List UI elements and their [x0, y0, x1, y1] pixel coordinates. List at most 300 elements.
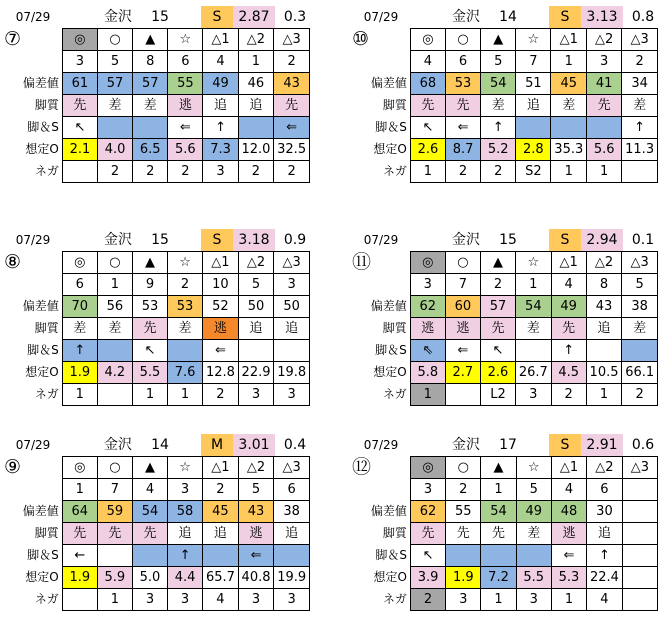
- row-label: 脚質: [34, 321, 59, 335]
- mark-cell: △1: [551, 252, 586, 274]
- race-sub-value: 0.9: [283, 232, 307, 248]
- race-grade-badge: S: [201, 229, 233, 251]
- row-label: 想定O: [373, 142, 407, 156]
- horse-number-cell: 3: [410, 479, 445, 501]
- leg-speed-cell: ⇐: [168, 117, 203, 139]
- deviation-cell: 41: [587, 73, 622, 95]
- deviation-cell: 53: [132, 296, 167, 318]
- race-table: [4, 28, 310, 183]
- mark-cell: ○: [445, 29, 480, 51]
- race-venue: 金沢: [452, 437, 480, 453]
- negative-cell: 3: [168, 589, 203, 611]
- mark-cell: △3: [622, 252, 658, 274]
- running-style-cell: 追: [274, 523, 310, 545]
- horse-number-cell: 8: [133, 51, 168, 73]
- horse-number-cell: 4: [551, 479, 586, 501]
- negative-row: [4, 384, 310, 406]
- field-size: 15: [151, 9, 169, 25]
- leg-speed-cell: ↑: [168, 545, 203, 567]
- deviation-cell: 38: [622, 296, 658, 318]
- horse-number-cell: 6: [587, 479, 623, 501]
- row-label: ネガ: [382, 387, 407, 401]
- expected-odds-cell: 5.8: [410, 362, 445, 384]
- leg-speed-cell: [168, 340, 203, 362]
- race-date: 07/29: [15, 438, 51, 452]
- leg-speed-cell: ⇐: [551, 545, 586, 567]
- expected-odds-cell: 19.9: [274, 567, 310, 589]
- race-header: [348, 229, 658, 251]
- running-style-cell: 先: [410, 523, 445, 545]
- row-label: 偏差値: [22, 504, 59, 518]
- expected-odds-row: [4, 362, 310, 384]
- running-style-cell: 差: [516, 523, 551, 545]
- horse-number-cell: 6: [62, 274, 97, 296]
- expected-odds-cell: 5.9: [97, 567, 132, 589]
- horse-number-cell: 7: [516, 51, 551, 73]
- deviation-cell: 55: [446, 501, 481, 523]
- mark-cell: △1: [551, 29, 587, 51]
- deviation-row: [4, 296, 310, 318]
- leg-speed-cell: [481, 545, 516, 567]
- horse-number-cell: 2: [168, 274, 203, 296]
- horse-number-cell: 3: [587, 51, 622, 73]
- expected-odds-cell: 1.9: [62, 362, 97, 384]
- leg-speed-cell: ↖: [410, 545, 445, 567]
- deviation-cell: 30: [587, 501, 623, 523]
- negative-row: [4, 161, 310, 183]
- horse-number-cell: 6: [445, 51, 480, 73]
- deviation-row: [352, 501, 658, 523]
- horse-number-cell: 4: [410, 51, 445, 73]
- horse-number-cell: 1: [481, 479, 516, 501]
- expected-odds-cell: 32.5: [274, 139, 310, 161]
- mark-cell: ▲: [133, 29, 168, 51]
- expected-odds-cell: 5.6: [168, 139, 203, 161]
- mark-row: [352, 457, 658, 479]
- leg-speed-cell: [97, 340, 132, 362]
- expected-odds-cell: 12.8: [203, 362, 239, 384]
- leg-speed-cell: [622, 340, 658, 362]
- negative-cell: 4: [203, 589, 239, 611]
- mark-row: [4, 457, 310, 479]
- row-label: 想定O: [25, 570, 59, 584]
- negative-cell: 1: [587, 161, 622, 183]
- negative-cell: 2: [97, 161, 132, 183]
- negative-cell: 1: [168, 384, 203, 406]
- race-panel-12: [348, 434, 658, 634]
- deviation-cell: 48: [551, 501, 586, 523]
- horse-number-cell: 4: [132, 479, 167, 501]
- leg-speed-cell: ↑: [203, 117, 238, 139]
- running-style-cell: [622, 523, 657, 545]
- leg-speed-cell: ↑: [62, 340, 97, 362]
- deviation-cell: 38: [274, 501, 310, 523]
- deviation-cell: 68: [410, 73, 445, 95]
- expected-odds-cell: 5.0: [132, 567, 167, 589]
- mark-cell: △2: [238, 29, 274, 51]
- deviation-cell: [622, 501, 657, 523]
- mark-cell: ☆: [516, 29, 551, 51]
- deviation-row: [4, 501, 310, 523]
- horse-number-cell: 1: [551, 51, 587, 73]
- horse-number-cell: 9: [132, 274, 167, 296]
- running-style-cell: 差: [168, 318, 203, 340]
- leg-speed-row: [4, 545, 310, 567]
- deviation-cell: 57: [480, 296, 515, 318]
- leg-speed-cell: ⇐: [274, 117, 310, 139]
- row-label: ネガ: [34, 387, 59, 401]
- running-style-cell: 逃: [238, 523, 274, 545]
- negative-cell: [62, 161, 97, 183]
- mark-cell: ◎: [410, 252, 445, 274]
- leg-speed-cell: [132, 545, 167, 567]
- race-index-value: 2.94: [581, 229, 623, 251]
- expected-odds-cell: 12.0: [238, 139, 274, 161]
- running-style-cell: 先: [480, 318, 515, 340]
- mark-cell: ○: [97, 29, 132, 51]
- expected-odds-cell: 1.9: [62, 567, 97, 589]
- running-style-row: [4, 318, 310, 340]
- negative-cell: 3: [274, 589, 310, 611]
- mark-cell: ○: [445, 252, 480, 274]
- race-venue: 金沢: [104, 437, 132, 453]
- negative-cell: S2: [516, 161, 551, 183]
- horse-number-cell: 7: [97, 479, 132, 501]
- leg-speed-cell: [516, 117, 551, 139]
- race-date: 07/29: [15, 10, 51, 24]
- negative-cell: 2: [445, 161, 480, 183]
- race-venue: 金沢: [104, 232, 132, 248]
- running-style-cell: 追: [238, 318, 274, 340]
- deviation-cell: 70: [62, 296, 97, 318]
- mark-cell: ▲: [132, 457, 167, 479]
- expected-odds-cell: 1.9: [446, 567, 481, 589]
- horse-number-cell: 5: [238, 274, 274, 296]
- race-number: ⑦: [4, 28, 22, 50]
- expected-odds-cell: 5.6: [587, 139, 622, 161]
- deviation-cell: 60: [445, 296, 480, 318]
- mark-cell: ◎: [62, 457, 97, 479]
- leg-speed-row: [4, 340, 310, 362]
- expected-odds-cell: 26.7: [516, 362, 552, 384]
- deviation-cell: 43: [238, 501, 274, 523]
- horse-number-cell: 6: [274, 479, 310, 501]
- running-style-cell: 逃: [445, 318, 480, 340]
- negative-cell: 1: [551, 589, 586, 611]
- negative-cell: 2: [203, 384, 239, 406]
- deviation-cell: 53: [445, 73, 480, 95]
- leg-speed-row: [352, 117, 658, 139]
- running-style-cell: 差: [62, 318, 97, 340]
- negative-cell: [622, 161, 658, 183]
- horse-number-cell: 8: [586, 274, 622, 296]
- expected-odds-cell: 66.1: [622, 362, 658, 384]
- running-style-row: [352, 318, 658, 340]
- expected-odds-cell: 6.5: [133, 139, 168, 161]
- race-index-value: 2.91: [581, 434, 623, 456]
- leg-speed-cell: [274, 340, 310, 362]
- running-style-cell: 逃: [168, 95, 203, 117]
- negative-cell: 3: [238, 384, 274, 406]
- running-style-row: [352, 95, 658, 117]
- race-grade-badge: S: [201, 6, 233, 28]
- race-index-value: 3.13: [581, 6, 623, 28]
- leg-speed-cell: [238, 340, 274, 362]
- row-label: [352, 274, 410, 296]
- race-index-value: 2.87: [233, 6, 275, 28]
- mark-cell: △2: [587, 29, 622, 51]
- row-label: ネガ: [382, 592, 407, 606]
- horse-number-cell: 3: [168, 479, 203, 501]
- expected-odds-cell: 2.6: [480, 362, 515, 384]
- running-style-cell: 追: [238, 95, 274, 117]
- leg-speed-row: [352, 545, 658, 567]
- negative-cell: 1: [481, 589, 516, 611]
- race-venue: 金沢: [452, 9, 480, 25]
- negative-cell: 1: [410, 161, 445, 183]
- mark-cell: ☆: [168, 29, 203, 51]
- leg-speed-cell: ⇐: [238, 545, 274, 567]
- expected-odds-cell: 8.7: [445, 139, 480, 161]
- running-style-cell: 追: [516, 95, 551, 117]
- deviation-cell: 50: [238, 296, 274, 318]
- horse-number-row: [4, 274, 310, 296]
- race-venue: 金沢: [452, 232, 480, 248]
- deviation-cell: 50: [274, 296, 310, 318]
- running-style-cell: 差: [622, 95, 658, 117]
- field-size: 17: [499, 437, 517, 453]
- deviation-row: [4, 73, 310, 95]
- negative-cell: 3: [516, 384, 552, 406]
- field-size: 15: [151, 232, 169, 248]
- expected-odds-cell: 2.8: [516, 139, 551, 161]
- running-style-cell: 先: [274, 95, 310, 117]
- mark-cell: ☆: [516, 457, 551, 479]
- mark-cell: ◎: [62, 252, 97, 274]
- running-style-cell: 先: [481, 523, 516, 545]
- negative-cell: 3: [238, 589, 274, 611]
- negative-row: [4, 589, 310, 611]
- deviation-cell: 49: [551, 296, 586, 318]
- leg-speed-cell: ⇐: [445, 117, 480, 139]
- mark-cell: △1: [203, 252, 239, 274]
- expected-odds-cell: 22.4: [587, 567, 623, 589]
- race-grade-badge: S: [549, 6, 581, 28]
- running-style-cell: 差: [97, 95, 132, 117]
- row-label: 脚質: [382, 98, 407, 112]
- field-size: 15: [499, 232, 517, 248]
- row-label: [4, 274, 62, 296]
- mark-row: [4, 29, 310, 51]
- mark-cell: △1: [203, 29, 238, 51]
- row-label: 想定O: [25, 365, 59, 379]
- row-label: ネガ: [34, 592, 59, 606]
- row-label: [4, 479, 62, 501]
- expected-odds-cell: 5.3: [551, 567, 586, 589]
- running-style-cell: 差: [133, 95, 168, 117]
- expected-odds-cell: 7.6: [168, 362, 203, 384]
- race-header: [0, 6, 310, 28]
- negative-cell: 3: [446, 589, 481, 611]
- negative-cell: 2: [481, 161, 516, 183]
- race-number: ⑩: [352, 28, 370, 50]
- mark-cell: △3: [622, 29, 658, 51]
- mark-cell: ◎: [410, 29, 445, 51]
- horse-number-cell: [622, 479, 657, 501]
- horse-number-cell: 2: [622, 51, 658, 73]
- running-style-cell: 追: [168, 523, 203, 545]
- horse-number-cell: 5: [622, 274, 658, 296]
- row-label: 想定O: [373, 570, 407, 584]
- row-label: 想定O: [373, 365, 407, 379]
- race-grade-badge: S: [549, 229, 581, 251]
- mark-cell: △1: [203, 457, 239, 479]
- mark-cell: △2: [586, 252, 622, 274]
- running-style-cell: 追: [203, 523, 239, 545]
- field-size: 14: [151, 437, 169, 453]
- negative-cell: 2: [274, 161, 310, 183]
- leg-speed-cell: [238, 117, 274, 139]
- deviation-cell: 45: [203, 501, 239, 523]
- race-panel-10: [348, 6, 658, 206]
- row-label: 脚＆S: [375, 120, 407, 134]
- row-label: 偏差値: [22, 299, 59, 313]
- negative-cell: 3: [203, 161, 238, 183]
- horse-number-cell: 3: [62, 51, 97, 73]
- horse-number-row: [352, 51, 658, 73]
- leg-speed-cell: [551, 117, 587, 139]
- horse-number-row: [4, 479, 310, 501]
- deviation-cell: 49: [203, 73, 238, 95]
- race-panel-8: [0, 229, 310, 429]
- row-label: 偏差値: [22, 76, 59, 90]
- horse-number-cell: 5: [238, 479, 274, 501]
- horse-number-row: [352, 274, 658, 296]
- horse-number-cell: 2: [274, 51, 310, 73]
- expected-odds-cell: 7.3: [203, 139, 238, 161]
- negative-cell: 2: [410, 589, 445, 611]
- deviation-cell: 46: [238, 73, 274, 95]
- running-style-cell: 逃: [203, 318, 239, 340]
- mark-cell: ○: [446, 457, 481, 479]
- negative-cell: 3: [132, 589, 167, 611]
- running-style-cell: 先: [62, 95, 97, 117]
- race-sub-value: 0.4: [283, 437, 307, 453]
- negative-cell: 3: [274, 384, 310, 406]
- negative-cell: 1: [97, 589, 132, 611]
- race-number: ⑫: [352, 456, 372, 478]
- mark-cell: ☆: [168, 252, 203, 274]
- race-date: 07/29: [15, 233, 51, 247]
- mark-cell: △3: [274, 457, 310, 479]
- mark-cell: ◎: [62, 29, 97, 51]
- row-label: 偏差値: [370, 76, 407, 90]
- race-grade-badge: M: [201, 434, 233, 456]
- expected-odds-cell: 4.5: [551, 362, 586, 384]
- expected-odds-row: [4, 139, 310, 161]
- running-style-cell: 先: [132, 318, 167, 340]
- row-label: 偏差値: [370, 299, 407, 313]
- expected-odds-cell: 40.8: [238, 567, 274, 589]
- mark-cell: ○: [97, 457, 132, 479]
- mark-cell: ▲: [481, 457, 516, 479]
- deviation-cell: 59: [97, 501, 132, 523]
- leg-speed-row: [4, 117, 310, 139]
- negative-cell: L2: [480, 384, 515, 406]
- mark-cell: △3: [274, 29, 310, 51]
- running-style-cell: 差: [97, 318, 132, 340]
- race-sub-value: 0.3: [283, 9, 307, 25]
- deviation-cell: 57: [133, 73, 168, 95]
- horse-number-cell: 5: [481, 51, 516, 73]
- leg-speed-cell: [274, 545, 310, 567]
- running-style-row: [4, 95, 310, 117]
- negative-row: [352, 384, 658, 406]
- leg-speed-cell: [586, 340, 622, 362]
- race-number: ⑨: [4, 456, 22, 478]
- row-label: 脚質: [382, 526, 407, 540]
- horse-number-cell: 1: [516, 274, 552, 296]
- row-label: 脚＆S: [27, 120, 59, 134]
- race-table: [4, 456, 310, 611]
- running-style-cell: 差: [622, 318, 658, 340]
- leg-speed-cell: [97, 545, 132, 567]
- race-number: ⑧: [4, 251, 22, 273]
- mark-cell: △1: [551, 457, 586, 479]
- leg-speed-cell: ↖: [480, 340, 515, 362]
- mark-row: [4, 252, 310, 274]
- row-label: 偏差値: [370, 504, 407, 518]
- row-label: 脚＆S: [375, 548, 407, 562]
- deviation-cell: 62: [410, 296, 445, 318]
- row-label: [4, 51, 62, 73]
- race-panel-11: [348, 229, 658, 429]
- deviation-cell: 54: [132, 501, 167, 523]
- deviation-cell: 57: [97, 73, 132, 95]
- row-label: 脚＆S: [27, 343, 59, 357]
- running-style-cell: 追: [203, 95, 238, 117]
- mark-row: [352, 252, 658, 274]
- horse-number-row: [352, 479, 658, 501]
- horse-number-cell: 5: [97, 51, 132, 73]
- running-style-cell: 先: [410, 95, 445, 117]
- row-label: 想定O: [25, 142, 59, 156]
- row-label: 脚＆S: [375, 343, 407, 357]
- expected-odds-cell: 22.9: [238, 362, 274, 384]
- deviation-row: [352, 296, 658, 318]
- expected-odds-cell: 5.5: [132, 362, 167, 384]
- leg-speed-cell: ↑: [551, 340, 586, 362]
- leg-speed-cell: [622, 545, 657, 567]
- row-label: 脚質: [382, 321, 407, 335]
- expected-odds-cell: 7.2: [481, 567, 516, 589]
- expected-odds-cell: 65.7: [203, 567, 239, 589]
- leg-speed-cell: ⇐: [445, 340, 480, 362]
- mark-cell: △2: [238, 457, 274, 479]
- horse-number-cell: 2: [203, 479, 239, 501]
- negative-cell: 1: [132, 384, 167, 406]
- negative-cell: [622, 589, 657, 611]
- mark-cell: ☆: [168, 457, 203, 479]
- race-table: [352, 456, 658, 611]
- deviation-cell: 52: [203, 296, 239, 318]
- leg-speed-cell: [516, 545, 551, 567]
- race-index-value: 3.18: [233, 229, 275, 251]
- horse-number-cell: 1: [238, 51, 274, 73]
- deviation-cell: 64: [62, 501, 97, 523]
- mark-cell: ○: [97, 252, 132, 274]
- negative-cell: 3: [516, 589, 551, 611]
